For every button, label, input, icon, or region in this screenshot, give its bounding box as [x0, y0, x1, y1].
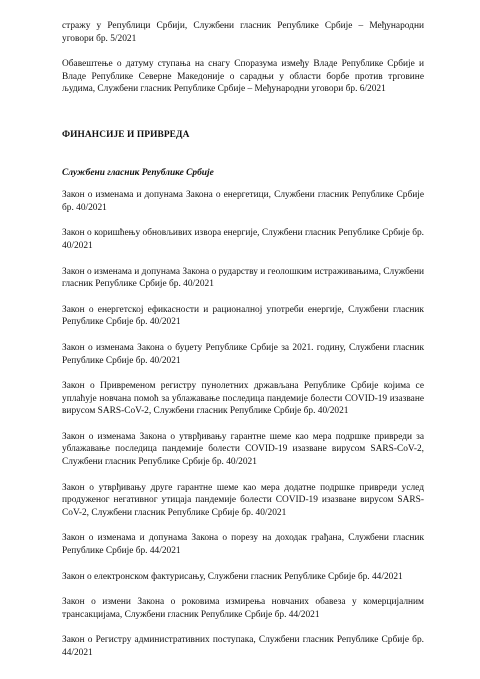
law-item: Закон о утврђивању друге гарантне шеме као мера додатне подршке привреди услед продуженог негативног утицаја пандемије болести COVID-19 изазване вирусом SARS-CoV-2, Службени гласник Републике Србије бр. 40/2021 [62, 482, 424, 518]
intro-paragraph: Обавештење о датуму ступања на снагу Споразума између Владе Републике Србије и Владе Републике Северне Македоније о сарадњи у области борбе против трговине људима, Службени гласник Републике Србије – Међународни уговори бр. 6/2021 [62, 59, 424, 95]
law-item: Закон о Регистру административних поступака, Службени гласник Републике Србије бр. 44/2021 [62, 635, 424, 658]
law-item: Закон о изменама и допунама Закона о енергетици, Службени гласник Републике Србије бр. 40/2021 [62, 190, 424, 213]
section-heading: ФИНАНСИЈЕ И ПРИВРЕДА [62, 129, 190, 140]
law-item: Закон о Привременом регистру пунолетних држављана Републике Србије којима се уплаћује новчана помоћ за ублажавање последица пандемије болести COVID-19 изазване вирусом SARS-CoV-2, Службени гласник Републике Србије бр. 40/2021 [62, 381, 424, 417]
intro-paragraph: стражу у Републици Србији, Службени гласник Републике Србије – Међународни уговори бр. 5/2021 [62, 21, 424, 44]
document-page [62, 20, 424, 673]
subsection-heading: Службени гласник Републике Србије [62, 167, 214, 178]
law-item: Закон о изменама и допунама Закона о рударству и геолошким истраживањима, Службени гласник Републике Србије бр. 40/2021 [62, 266, 424, 290]
law-item: Закон о изменама Закона о буџету Републике Србије за 2021. годину, Службени гласник Републике Србије бр. 40/2021 [62, 342, 424, 366]
law-item: Закон о измени Закона о роковима измирења новчаних обавеза у комерцијалним трансакцијама, Службени гласник Републике Србије бр. 44/2021 [62, 597, 424, 620]
law-item: Закон о изменама Закона о утврђивању гарантне шеме као мера подршке привреди за ублажавање последица пандемије болести COVID-19 изазване вирусом SARS-CoV-2, Службени гласник Републике Србије бр. 40/2021 [62, 431, 424, 468]
law-item: Закон о коришћењу обновљивих извора енергије, Службени гласник Републике Србије бр. 40/2021 [62, 228, 424, 251]
law-item: Закон о енергетској ефикасности и рационалној употреби енергије, Службени гласник Републике Србије бр. 40/2021 [62, 304, 424, 328]
law-item: Закон о изменама и допунама Закона о порезу на доходак грађана, Службени гласник Републике Србије бр. 44/2021 [62, 533, 424, 557]
law-item: Закон о електронском фактурисању, Службени гласник Републике Србије бр. 44/2021 [62, 571, 403, 582]
